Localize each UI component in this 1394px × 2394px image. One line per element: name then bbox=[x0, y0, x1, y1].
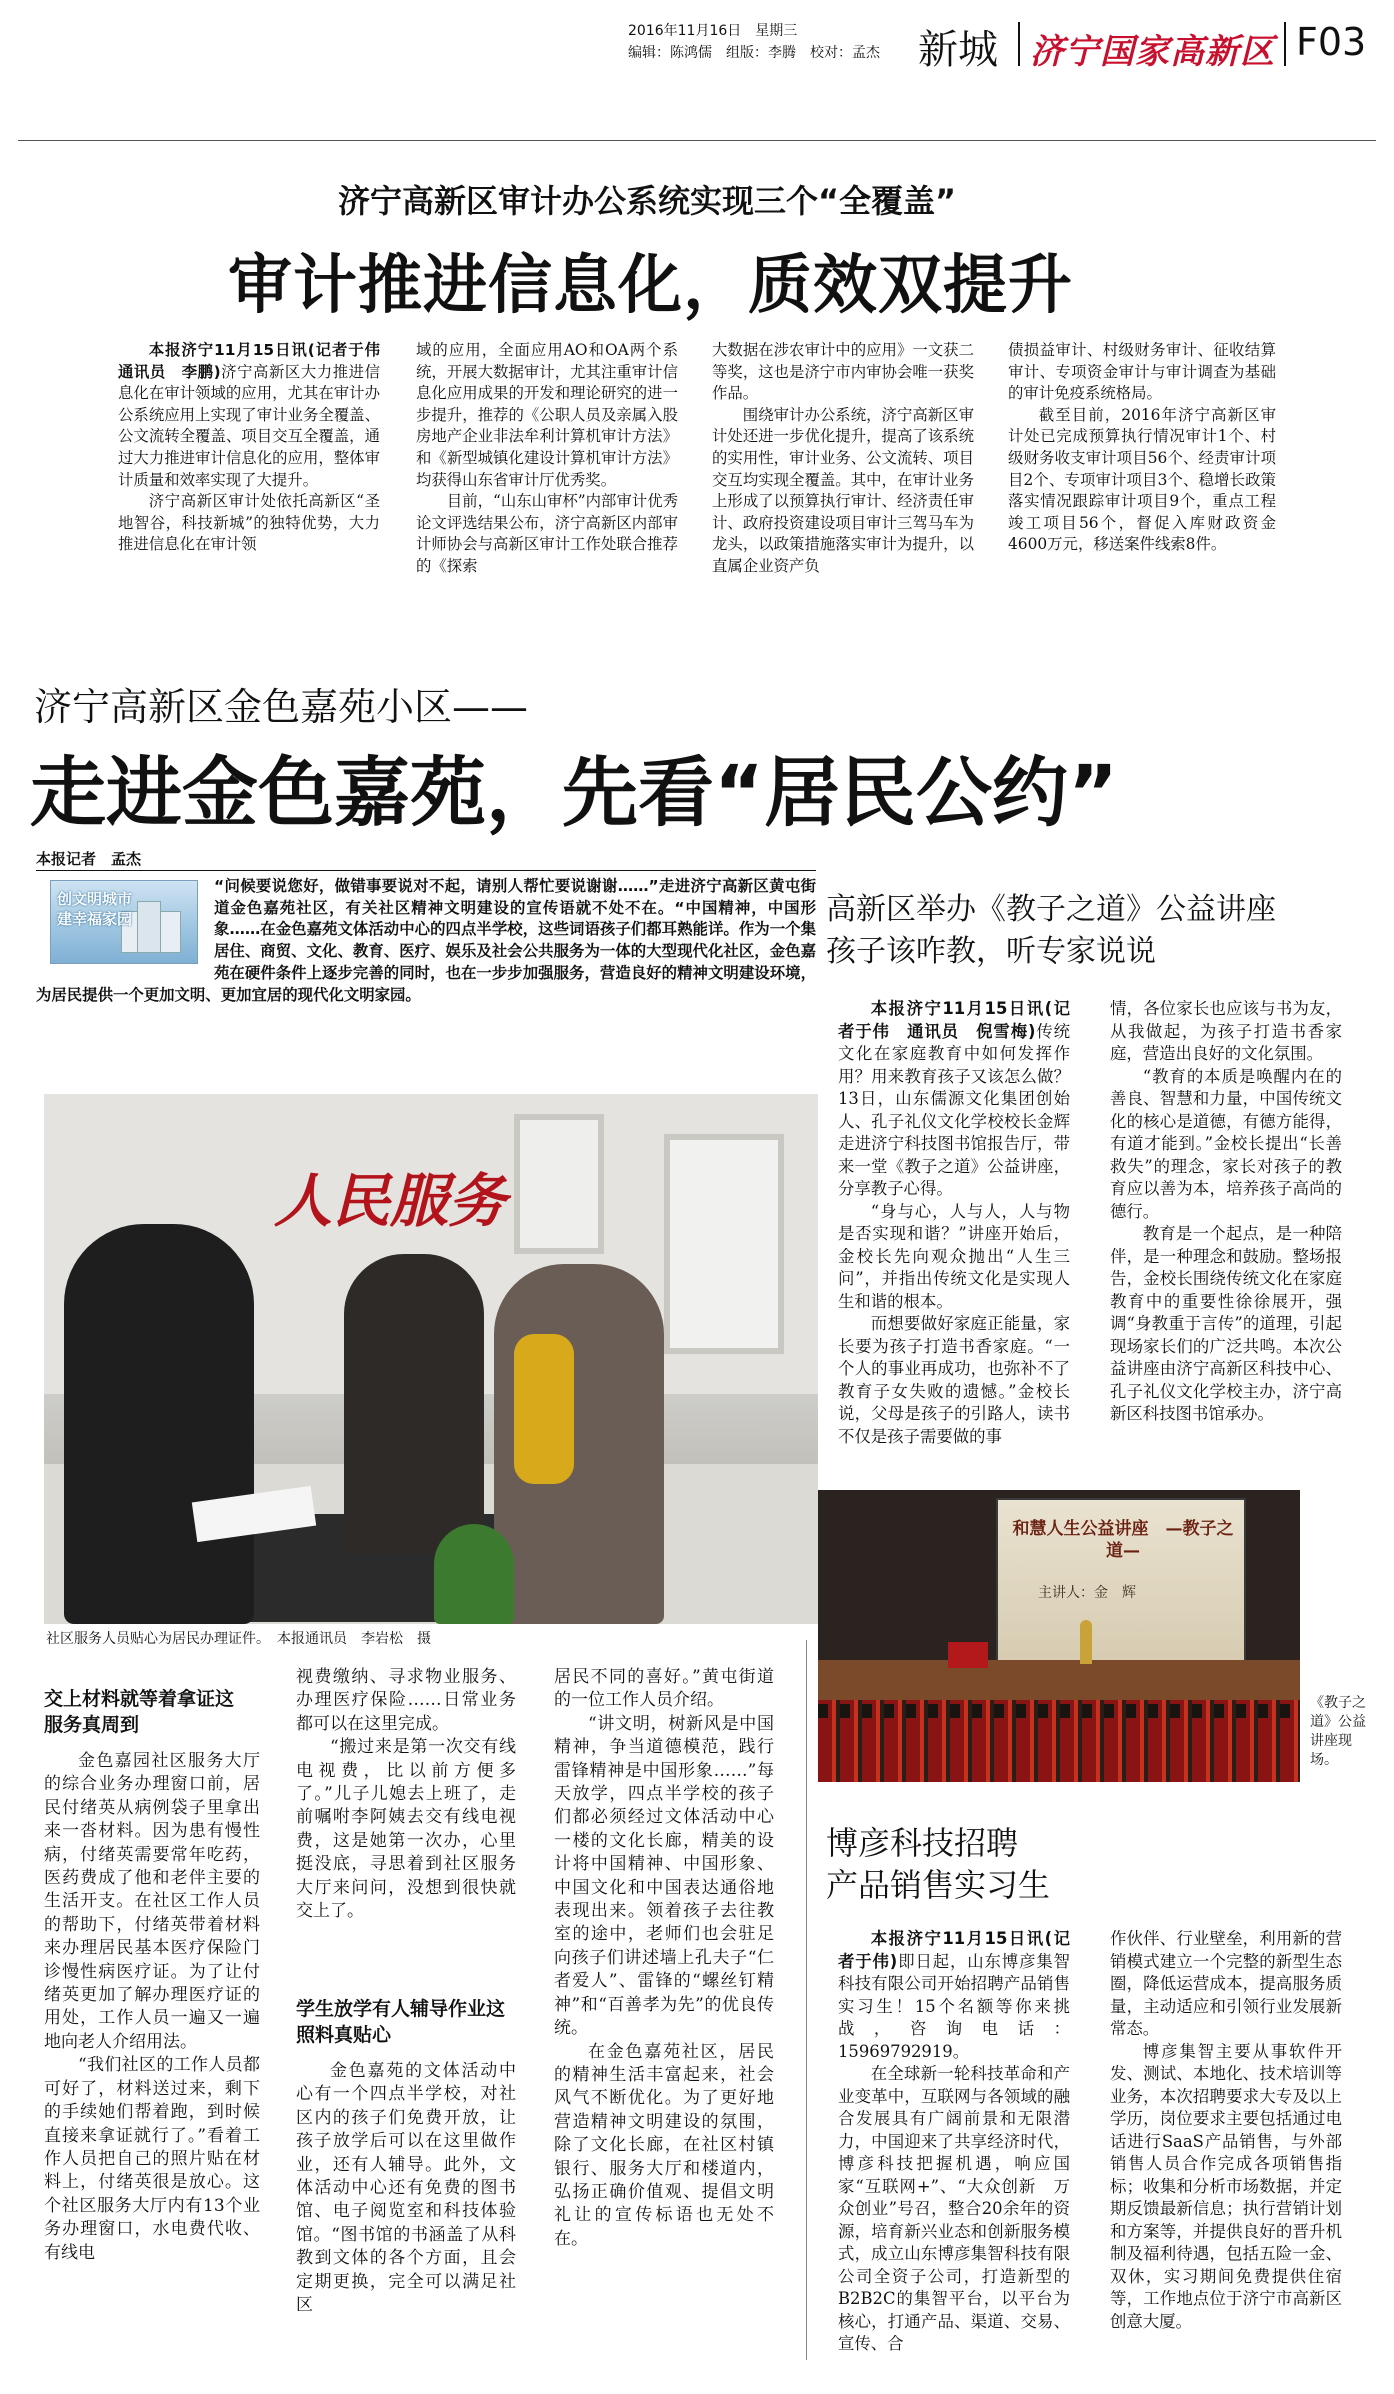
paragraph: 金色嘉苑的文体活动中心有一个四点半学校，对社区内的孩子们免费开放，让孩子放学后可以在这里做作业，还有人辅导。此外，文体活动中心还有免费的图书馆、电子阅览室和科技体验馆。“图书馆的书涵盖了从科教到文体的各个方面，且会定期更换，完全可以满足社区 bbox=[296, 2061, 516, 2316]
paragraph: 目前，“山东山审杯”内部审计优秀论文评选结果公布，济宁高新区内部审计师协会与高新区审计工作处联合推荐的《探索 bbox=[416, 492, 679, 575]
person-man bbox=[344, 1254, 484, 1554]
paragraph: “讲文明，树新风是中国精神，争当道德模范，践行雷锋精神是中国形象……”每天放学，四点半学校的孩子们都必须经过文体活动中心一楼的文化长廊，精美的设计将中国精神、中国形象、中国文化和中国表达通俗地表现出来。领着孩子去往教室的途中，老师们也会驻足向孩子们讲述墙上孔夫子“仁者爱人”、雷锋的“螺丝钉精神”和“百善孝为先”的优良传统。 bbox=[554, 1713, 774, 2039]
paragraph: 在全球新一轮科技革命和产业变革中，互联网与各领域的融合发展具有广阔前景和无限潜力，中国迎来了共享经济时代，博彦科技把握机遇，响应国家“互联网+”、“大众创新 万众创业”号召，整合20余年的资源，培育新兴业态和创新服务模式，成立山东博彦集智科技有限公司全资子公司，打造新型的B2B2C的集智平台，以平台为核心，打通产品、渠道、交易、宣传、合 bbox=[838, 2064, 1070, 2353]
photo-window bbox=[664, 1134, 784, 1354]
article-column bbox=[712, 340, 974, 630]
byline: 本报记者 孟杰 bbox=[36, 850, 142, 868]
paragraph: 本报济宁11月15日讯(记者于伟 通讯员 倪雪梅)传统文化在家庭教育中如何发挥作用？用来教育孩子又该怎么做？13日，山东儒源文化集团创始人、孔子礼仪文化学校校长金辉走进济宁科技图书馆报告厅，带来一堂《教子之道》公益讲座，分享教子心得。 bbox=[838, 999, 1070, 1198]
article-column bbox=[416, 340, 678, 630]
paragraph: 作伙伴、行业壁垒，利用新的营销模式建立一个完整的新型生态圈，降低运营成本，提高服务质量，主动适应和引领行业发展新常态。 bbox=[1110, 1929, 1342, 2038]
section-divider bbox=[1284, 22, 1286, 66]
subheading: 学生放学有人辅导作业这照料真贴心 bbox=[296, 1998, 506, 2046]
article-kicker: 济宁高新区审计办公系统实现三个“全覆盖” bbox=[338, 182, 957, 220]
masthead bbox=[0, 0, 1394, 88]
page-number: F03 bbox=[1296, 20, 1367, 64]
article-kicker: 济宁高新区金色嘉苑小区—— bbox=[34, 685, 529, 729]
article-kicker: 高新区举办《教子之道》公益讲座 bbox=[826, 892, 1276, 927]
community-photo bbox=[44, 1094, 818, 1622]
article-column bbox=[296, 1666, 516, 1966]
paragraph: “教育的本质是唤醒内在的善良、智慧和力量，中国传统文化的核心是道德，有德方能得，有道才能到。”金校长提出“长善救失”的理念，家长对孩子的教育应以善为本，培养孩子高尚的德行。 bbox=[1110, 1066, 1342, 1221]
lead-paragraph: “问候要说您好，做错事要说对不起，请别人帮忙要说谢谢……”走进济宁高新区黄屯街道金色嘉苑社区，有关社区精神文明建设的宣传语就不处不在。“中国精神，中国形象……在金色嘉苑文体活动中心的四点半学校，这些词语孩子们都耳熟能详。作为一个集居住、商贸、文化、教育、医疗、娱乐及社会公共服务为一体的大型现代化社区，金色嘉苑在硬件条件上逐步完善的同时，也在一步步加强服务，营造良好的精神文明建设环境，为居民提供一个更加文明、更加宜居的现代化文明家园。 bbox=[36, 877, 816, 1004]
paragraph: 围绕审计办公系统，济宁高新区审计处还进一步优化提升，提高了该系统的实用性，审计业务、公文流转、项目交互均实现全覆盖。其中，在审计业务上形成了以预算执行审计、经济责任审计、政府投资建设项目审计三驾马车为龙头，以政策措施落实审计为提升，以直属企业资产负 bbox=[712, 405, 974, 575]
projection-screen bbox=[996, 1498, 1246, 1670]
screen-speaker: 主讲人：金 辉 bbox=[1038, 1585, 1136, 1601]
speaker-figure bbox=[1080, 1620, 1092, 1664]
editorial-staff: 编辑：陈鸿儒 组版：李腾 校对：孟杰 bbox=[628, 45, 880, 61]
article-headline: 走进金色嘉苑，先看“居民公约” bbox=[30, 748, 1118, 837]
paragraph: 在金色嘉苑社区，居民的精神生活丰富起来，社会风气不断优化。为了更好地营造精神文明建设的氛围，除了文化长廊，在社区村镇银行、服务大厅和楼道内，弘扬正确价值观、提倡文明礼让的宣传标语也无处不在。 bbox=[554, 2041, 774, 2249]
audience-heads bbox=[818, 1704, 1300, 1718]
paragraph: “我们社区的工作人员都可好了，材料送过来，剩下的手续她们帮着跑，到时候直接来拿证就行了。”看着工作人员把自己的照片贴在材料上，付绪英很是放心。这个社区服务大厅内有13个业务办理窗口，水电费代收、有线电 bbox=[44, 2055, 260, 2263]
paragraph: 金色嘉园社区服务大厅的综合业务办理窗口前，居民付绪英从病例袋子里拿出来一沓材料。因为患有慢性病，付绪英需要常年吃药，医药费成了他和老伴主要的生活开支。在社区工作人员的帮助下，付绪英带着材料来办理居民基本医疗保险门诊慢性病医疗证。为了让付绪英更加了解办理医疗证的用处，工作人员一遍又一遍地向老人介绍用法。 bbox=[44, 1751, 260, 2052]
screen-title: 和慧人生公益讲座 —教子之道— bbox=[1012, 1519, 1234, 1561]
wall-sign-text: 人民服务 bbox=[274, 1167, 507, 1235]
article-column bbox=[838, 998, 1070, 1472]
potted-plant bbox=[434, 1524, 514, 1624]
paragraph: 截至目前，2016年济宁高新区审计处已完成预算执行情况审计1个、村级财务收支审计项目56个、经责审计项目2个、专项审计项目3个、稳增长政策落实情况跟踪审计项目9个，重点工程竣工项目56个，督促入库财政资金4600万元，移送案件线索8件。 bbox=[1008, 405, 1276, 554]
header-rule bbox=[18, 140, 1376, 141]
article-headline: 审计推进信息化，质效双提升 bbox=[228, 249, 1073, 323]
scarf bbox=[514, 1334, 574, 1484]
article-headline: 孩子该咋教，听专家说说 bbox=[826, 934, 1156, 969]
photo-caption: 社区服务人员贴心为居民办理证件。 本报通讯员 李岩松 摄 bbox=[46, 1631, 431, 1647]
lecture-photo bbox=[818, 1490, 1300, 1782]
byline-rule bbox=[36, 870, 816, 871]
stage bbox=[818, 1660, 1300, 1700]
paragraph: 居民不同的喜好。”黄屯街道的一位工作人员介绍。 bbox=[554, 1667, 774, 1711]
article-column bbox=[1110, 1928, 1342, 2368]
brand-logo: 济宁国家高新区 bbox=[1030, 32, 1275, 72]
subheading: 交上材料就等着拿证这服务真周到 bbox=[44, 1688, 235, 1736]
stage-table bbox=[948, 1642, 988, 1668]
person-staff bbox=[64, 1224, 254, 1624]
photo-window bbox=[514, 1114, 604, 1254]
article-column bbox=[118, 340, 396, 630]
article-column bbox=[1008, 340, 1276, 630]
paragraph: 本报济宁11月15日讯(记者于伟 通讯员 李鹏)济宁高新区大力推进信息化在审计领域的应用，尤其在审计办公系统应用上实现了审计业务全覆盖、公文流转全覆盖、项目交互全覆盖，通过大力推进审计信息化的应用，整体审计质量和效率实现了大提升。 bbox=[118, 341, 396, 489]
column-divider bbox=[806, 1640, 807, 2360]
section-name: 新城 bbox=[918, 27, 998, 73]
dateline: 本报济宁11月15日讯(记者于伟 通讯员 李鹏) bbox=[118, 341, 396, 381]
article-column bbox=[838, 1928, 1070, 2368]
article-column bbox=[1110, 998, 1342, 1472]
issue-date: 2016年11月16日 星期三 bbox=[628, 23, 798, 39]
badge-text: 创文明城市建幸福家园 bbox=[57, 890, 133, 928]
dateline: 本报济宁11月15日讯(记者于伟) bbox=[838, 1929, 1070, 1971]
badge-float-spacer bbox=[36, 876, 214, 971]
paragraph: 情，各位家长也应该与书为友，从我做起，为孩子打造书香家庭，营造出良好的文化氛围。 bbox=[1110, 999, 1342, 1063]
section-divider bbox=[1018, 22, 1020, 66]
article-column bbox=[44, 1750, 260, 2370]
paragraph: 而想要做好家庭正能量，家长要为孩子打造书香家庭。“一个人的事业再成功，也弥补不了教育子女失败的遗憾。”金校长说，父母是孩子的引路人，读书不仅是孩子需要做的事 bbox=[838, 1314, 1070, 1446]
paragraph: 本报济宁11月15日讯(记者于伟)即日起，山东博彦集智科技有限公司开始招聘产品销售实习生！15个名额等你来挑战，咨询电话：15969792919。 bbox=[838, 1929, 1071, 2061]
paragraph: 域的应用，全面应用AO和OA两个系统，开展大数据审计，尤其注重审计信息化应用成果的开发和理论研究的进一步提升，推荐的《公职人员及亲属入股房地产企业非法牟利计算机审计方法》和《新型城镇化建设计算机审计方法》均获得山东省审计厅优秀奖。 bbox=[416, 341, 678, 489]
paragraph: 济宁高新区审计处依托高新区“圣地智谷，科技新城”的独特优势，大力推进信息化在审计领 bbox=[118, 492, 380, 554]
article-headline: 产品销售实习生 bbox=[826, 1866, 1051, 1904]
paragraph: 债损益审计、村级财务审计、征收结算审计、专项资金审计与审计调查为基础的审计免疫系统格局。 bbox=[1008, 341, 1276, 403]
article-headline: 博彦科技招聘 bbox=[826, 1824, 1019, 1862]
paragraph: 教育是一个起点，是一种陪伴，是一种理念和鼓励。整场报告，金校长围绕传统文化在家庭教育中的重要性徐徐展开，强调“身教重于言传”的道理，引起现场家长们的广泛共鸣。本次公益讲座由济宁高新区科技中心、孔子礼仪文化学校主办，济宁高新区科技图书馆承办。 bbox=[1110, 1224, 1342, 1423]
article-column bbox=[296, 2060, 516, 2370]
photo-caption: 《教子之道》公益讲座现场。 bbox=[1310, 1695, 1366, 1768]
paragraph: 博彦集智主要从事软件开发、测试、本地化、技术培训等业务，本次招聘要求大专及以上学历，岗位要求主要包括通过电话进行SaaS产品销售，与外部销售人员合作完成各项销售指标；收集和分析市场数据，并定期反馈最新信息；执行营销计划和方案等，并提供良好的晋升机制及福利待遇，包括五险一金、双休，实习期间免费提供住宿等，工作地点位于济宁市高新区创意大厦。 bbox=[1110, 2041, 1342, 2331]
paragraph: 大数据在涉农审计中的应用》一文获二等奖，这也是济宁市内审协会唯一获奖作品。 bbox=[712, 341, 974, 403]
dateline: 本报济宁11月15日讯(记者于伟 通讯员 倪雪梅) bbox=[838, 999, 1070, 1041]
article-column bbox=[554, 1666, 774, 2370]
paragraph: “搬过来是第一次交有线电视费，比以前方便多了。”儿子儿媳去上班了，走前嘱咐李阿姨去交有线电视费，这是她第一次办，心里挺没底，寻思着到社区服务大厅来问问，没想到很快就交上了。 bbox=[296, 1737, 516, 1922]
paragraph: 视费缴纳、寻求物业服务、办理医疗保险……日常业务都可以在这里完成。 bbox=[296, 1667, 516, 1734]
paragraph: “身与心，人与人，人与物是否实现和谐？”讲座开始后，金校长先向观众抛出“人生三问”，并指出传统文化是实现人生和谐的根本。 bbox=[838, 1201, 1070, 1311]
